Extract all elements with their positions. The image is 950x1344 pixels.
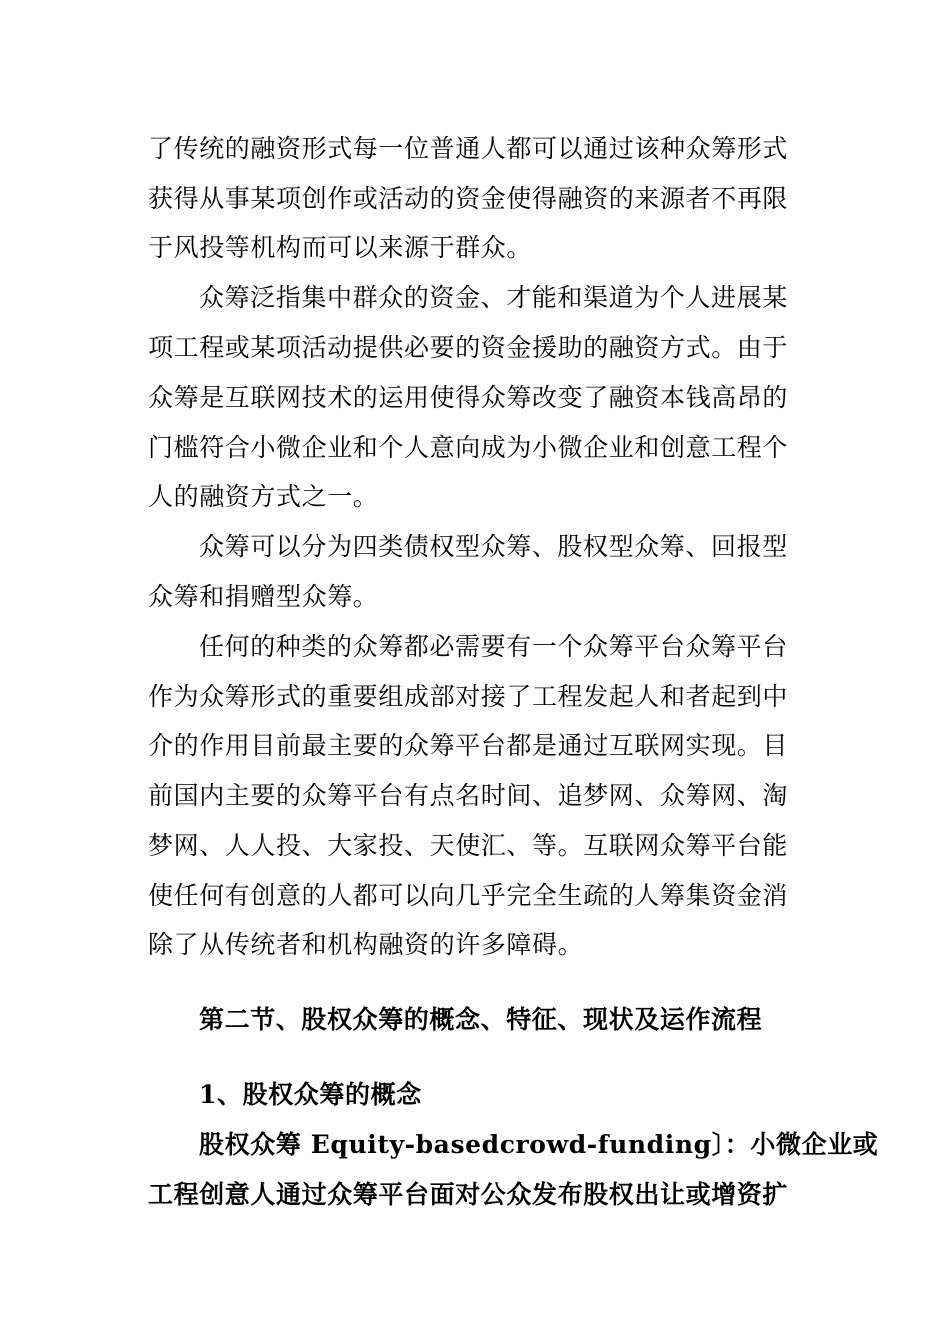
paragraph-2-line-5: 人的融资方式之一。 [148,482,379,511]
paragraph-4-line-5: 梦网、人人投、大家投、天使汇、等。互联网众筹平台能 [148,831,789,860]
paragraph-2-line-3: 众筹是互联网技术的运用使得众筹改变了融资本钱高昂的 [148,383,789,412]
paragraph-4-line-6: 使任何有创意的人都可以向几乎完全生疏的人筹集资金消 [148,881,789,910]
section-heading: 第二节、股权众筹的概念、特征、现状及运作流程 [199,1005,763,1034]
paragraph-4-line-2: 作为众筹形式的重要组成部对接了工程发起人和者起到中 [148,682,789,711]
definition-line-2: 工程创意人通过众筹平台面对公众发布股权出让或增资扩 [148,1180,789,1209]
paragraph-3-line-1: 众筹可以分为四类债权型众筹、股权型众筹、回报型 [199,532,788,561]
paragraph-4-line-7: 除了从传统者和机构融资的许多障碍。 [148,930,584,959]
subsection-heading: 1、股权众筹的概念 [199,1080,422,1109]
paragraph-3-line-2: 众筹和捐赠型众筹。 [148,582,379,611]
paragraph-4-line-4: 前国内主要的众筹平台有点名时间、追梦网、众筹网、淘 [148,781,789,810]
paragraph-1-line-3: 于风投等机构而可以来源于群众。 [148,233,533,262]
paragraph-2-line-4: 门槛符合小微企业和个人意向成为小微企业和创意工程个 [148,433,789,462]
paragraph-4-line-1: 任何的种类的众筹都必需要有一个众筹平台众筹平台 [199,632,788,661]
definition-line-1: 股权众筹 Equity-basedcrowd-funding〕：小微企业或 [199,1130,879,1159]
paragraph-2-line-2: 项工程或某项活动提供必要的资金援助的融资方式。由于 [148,333,789,362]
paragraph-2-line-1: 众筹泛指集中群众的资金、才能和渠道为个人进展某 [199,283,788,312]
paragraph-1-line-2: 获得从事某项创作或活动的资金使得融资的来源者不再限 [148,184,789,213]
paragraph-4-line-3: 介的作用目前最主要的众筹平台都是通过互联网实现。目 [148,731,789,760]
paragraph-1-line-1: 了传统的融资形式每一位普通人都可以通过该种众筹形式 [148,134,789,163]
